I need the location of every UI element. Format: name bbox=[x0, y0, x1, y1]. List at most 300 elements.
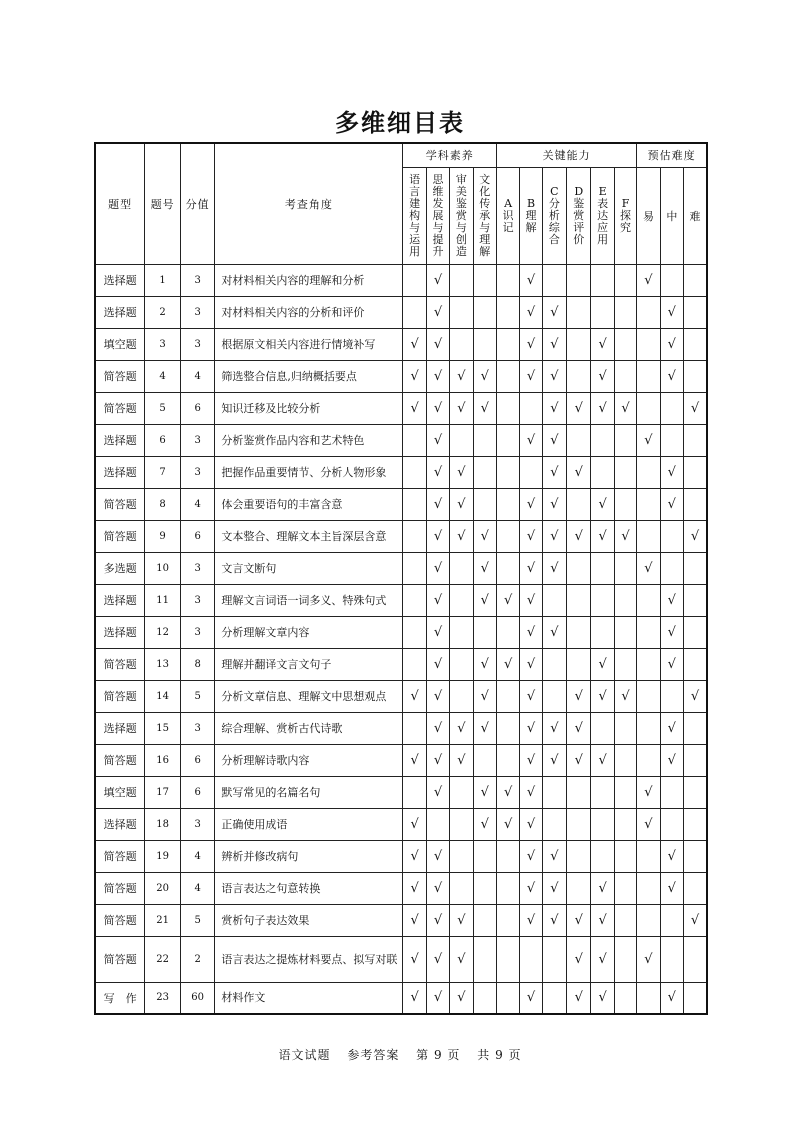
row-mark-cell bbox=[684, 616, 707, 648]
row-mark-cell bbox=[496, 520, 519, 552]
check-mark-icon: √ bbox=[526, 336, 536, 352]
row-mark-cell bbox=[473, 424, 496, 456]
row-mark-cell bbox=[520, 712, 542, 744]
check-mark-icon: √ bbox=[433, 656, 443, 672]
row-mark-cell bbox=[473, 616, 496, 648]
row-mark-cell bbox=[637, 552, 660, 584]
row-mark-cell bbox=[450, 392, 473, 424]
check-mark-icon: √ bbox=[550, 336, 559, 352]
row-mark-cell bbox=[450, 648, 473, 680]
row-angle: 默写常见的名篇名句 bbox=[215, 776, 403, 808]
row-mark-cell bbox=[591, 296, 614, 328]
check-mark-icon: √ bbox=[667, 624, 676, 640]
row-mark-cell bbox=[591, 328, 614, 360]
check-mark-icon: √ bbox=[550, 400, 559, 416]
header-ability-f: F探究 bbox=[614, 167, 636, 264]
check-mark-icon: √ bbox=[526, 990, 536, 1006]
header-ability-b: B理解 bbox=[520, 167, 542, 264]
row-mark-cell bbox=[542, 616, 566, 648]
row-mark-cell bbox=[591, 648, 614, 680]
page-footer bbox=[0, 1046, 800, 1063]
row-qnum: 7 bbox=[145, 456, 181, 488]
check-mark-icon: √ bbox=[526, 816, 536, 832]
check-mark-icon: √ bbox=[667, 304, 676, 320]
table-row bbox=[95, 328, 707, 360]
check-mark-icon: √ bbox=[526, 848, 536, 864]
row-qnum: 11 bbox=[145, 584, 181, 616]
check-mark-icon: √ bbox=[598, 951, 607, 967]
row-angle: 筛选整合信息,归纳概括要点 bbox=[215, 360, 403, 392]
check-mark-icon: √ bbox=[480, 720, 489, 736]
row-mark-cell bbox=[496, 712, 519, 744]
row-angle: 体会重要语句的丰富含意 bbox=[215, 488, 403, 520]
row-mark-cell bbox=[614, 328, 636, 360]
row-mark-cell bbox=[614, 424, 636, 456]
row-angle: 对材料相关内容的理解和分析 bbox=[215, 264, 403, 296]
row-mark-cell bbox=[426, 936, 449, 982]
row-mark-cell bbox=[684, 360, 707, 392]
check-mark-icon: √ bbox=[621, 400, 630, 416]
row-mark-cell bbox=[450, 872, 473, 904]
check-mark-icon: √ bbox=[433, 464, 443, 480]
row-qtype: 简答题 bbox=[95, 936, 145, 982]
row-mark-cell bbox=[542, 328, 566, 360]
row-mark-cell bbox=[591, 744, 614, 776]
check-mark-icon: √ bbox=[433, 528, 443, 544]
row-mark-cell bbox=[426, 744, 449, 776]
footer-total: 共 9 页 bbox=[477, 1048, 522, 1062]
table-row bbox=[95, 808, 707, 840]
row-mark-cell bbox=[450, 552, 473, 584]
row-mark-cell bbox=[520, 648, 542, 680]
row-qtype: 简答题 bbox=[95, 744, 145, 776]
row-mark-cell bbox=[660, 520, 683, 552]
table-row bbox=[95, 392, 707, 424]
row-mark-cell bbox=[567, 776, 591, 808]
row-qnum: 2 bbox=[145, 296, 181, 328]
row-mark-cell bbox=[591, 360, 614, 392]
header-score: 分值 bbox=[180, 143, 215, 264]
row-mark-cell bbox=[660, 712, 683, 744]
check-mark-icon: √ bbox=[690, 912, 700, 928]
row-score: 3 bbox=[180, 264, 215, 296]
row-mark-cell bbox=[637, 520, 660, 552]
check-mark-icon: √ bbox=[667, 752, 676, 768]
footer-subject: 语文试题 bbox=[278, 1048, 331, 1062]
check-mark-icon: √ bbox=[433, 848, 443, 864]
check-mark-icon: √ bbox=[598, 880, 607, 896]
check-mark-icon: √ bbox=[598, 656, 607, 672]
row-angle: 分析理解文章内容 bbox=[215, 616, 403, 648]
row-qtype: 简答题 bbox=[95, 840, 145, 872]
row-qtype: 选择题 bbox=[95, 584, 145, 616]
row-mark-cell bbox=[403, 424, 426, 456]
row-mark-cell bbox=[450, 488, 473, 520]
header-literacy-thinking: 思维发展与提升 bbox=[426, 167, 449, 264]
check-mark-icon: √ bbox=[550, 912, 559, 928]
check-mark-icon: √ bbox=[550, 624, 559, 640]
check-mark-icon: √ bbox=[667, 496, 676, 512]
row-mark-cell bbox=[496, 808, 519, 840]
table-row bbox=[95, 456, 707, 488]
check-mark-icon: √ bbox=[667, 464, 676, 480]
row-mark-cell bbox=[542, 424, 566, 456]
row-mark-cell bbox=[637, 456, 660, 488]
check-mark-icon: √ bbox=[574, 464, 583, 480]
table-row bbox=[95, 776, 707, 808]
row-mark-cell bbox=[542, 808, 566, 840]
row-qtype: 简答题 bbox=[95, 360, 145, 392]
row-mark-cell bbox=[567, 488, 591, 520]
row-mark-cell bbox=[614, 616, 636, 648]
check-mark-icon: √ bbox=[644, 816, 653, 832]
row-mark-cell bbox=[591, 840, 614, 872]
check-mark-icon: √ bbox=[433, 624, 443, 640]
row-mark-cell bbox=[496, 744, 519, 776]
row-mark-cell bbox=[637, 360, 660, 392]
check-mark-icon: √ bbox=[574, 752, 583, 768]
row-mark-cell bbox=[660, 456, 683, 488]
row-mark-cell bbox=[496, 904, 519, 936]
row-mark-cell bbox=[450, 680, 473, 712]
row-mark-cell bbox=[684, 648, 707, 680]
check-mark-icon: √ bbox=[526, 720, 536, 736]
row-mark-cell bbox=[591, 712, 614, 744]
check-mark-icon: √ bbox=[526, 304, 536, 320]
row-mark-cell bbox=[614, 584, 636, 616]
row-mark-cell bbox=[426, 552, 449, 584]
row-mark-cell bbox=[450, 424, 473, 456]
row-mark-cell bbox=[614, 296, 636, 328]
row-qnum: 21 bbox=[145, 904, 181, 936]
row-mark-cell bbox=[496, 392, 519, 424]
check-mark-icon: √ bbox=[410, 688, 419, 704]
row-mark-cell bbox=[426, 296, 449, 328]
row-mark-cell bbox=[637, 936, 660, 982]
row-score: 3 bbox=[180, 616, 215, 648]
row-mark-cell bbox=[473, 328, 496, 360]
row-qtype: 选择题 bbox=[95, 808, 145, 840]
row-mark-cell bbox=[473, 680, 496, 712]
row-mark-cell bbox=[473, 936, 496, 982]
row-mark-cell bbox=[520, 424, 542, 456]
row-mark-cell bbox=[403, 904, 426, 936]
row-mark-cell bbox=[660, 616, 683, 648]
row-mark-cell bbox=[450, 456, 473, 488]
row-qnum: 20 bbox=[145, 872, 181, 904]
check-mark-icon: √ bbox=[550, 560, 559, 576]
row-qtype: 简答题 bbox=[95, 680, 145, 712]
check-mark-icon: √ bbox=[550, 464, 559, 480]
table-row bbox=[95, 648, 707, 680]
row-score: 3 bbox=[180, 328, 215, 360]
header-group-difficulty: 预估难度 bbox=[637, 143, 707, 167]
row-mark-cell bbox=[614, 744, 636, 776]
check-mark-icon: √ bbox=[598, 400, 607, 416]
row-mark-cell bbox=[637, 840, 660, 872]
row-mark-cell bbox=[520, 392, 542, 424]
row-mark-cell bbox=[403, 840, 426, 872]
row-qnum: 1 bbox=[145, 264, 181, 296]
row-mark-cell bbox=[426, 360, 449, 392]
row-score: 4 bbox=[180, 488, 215, 520]
row-mark-cell bbox=[567, 904, 591, 936]
row-mark-cell bbox=[403, 872, 426, 904]
row-mark-cell bbox=[426, 616, 449, 648]
row-mark-cell bbox=[450, 296, 473, 328]
row-mark-cell bbox=[614, 840, 636, 872]
row-angle: 分析理解诗歌内容 bbox=[215, 744, 403, 776]
row-mark-cell bbox=[542, 456, 566, 488]
check-mark-icon: √ bbox=[526, 272, 536, 288]
row-score: 6 bbox=[180, 744, 215, 776]
row-qtype: 简答题 bbox=[95, 872, 145, 904]
row-mark-cell bbox=[637, 328, 660, 360]
row-mark-cell bbox=[567, 328, 591, 360]
row-mark-cell bbox=[542, 520, 566, 552]
row-mark-cell bbox=[591, 264, 614, 296]
row-score: 2 bbox=[180, 936, 215, 982]
row-mark-cell bbox=[520, 264, 542, 296]
row-score: 3 bbox=[180, 584, 215, 616]
row-mark-cell bbox=[450, 616, 473, 648]
row-mark-cell bbox=[591, 392, 614, 424]
row-mark-cell bbox=[473, 904, 496, 936]
row-score: 3 bbox=[180, 712, 215, 744]
row-mark-cell bbox=[426, 872, 449, 904]
page-title: 多维细目表 bbox=[335, 108, 465, 137]
check-mark-icon: √ bbox=[480, 592, 489, 608]
row-mark-cell bbox=[473, 360, 496, 392]
table-row bbox=[95, 936, 707, 982]
row-mark-cell bbox=[403, 744, 426, 776]
check-mark-icon: √ bbox=[644, 272, 653, 288]
row-mark-cell bbox=[542, 936, 566, 982]
row-mark-cell bbox=[591, 680, 614, 712]
row-mark-cell bbox=[637, 680, 660, 712]
header-qtype: 题型 bbox=[95, 143, 145, 264]
row-qtype: 多选题 bbox=[95, 552, 145, 584]
check-mark-icon: √ bbox=[433, 752, 443, 768]
row-score: 3 bbox=[180, 296, 215, 328]
row-mark-cell bbox=[684, 584, 707, 616]
check-mark-icon: √ bbox=[503, 816, 513, 832]
row-mark-cell bbox=[450, 776, 473, 808]
check-mark-icon: √ bbox=[644, 432, 653, 448]
check-mark-icon: √ bbox=[457, 528, 466, 544]
row-score: 4 bbox=[180, 840, 215, 872]
row-mark-cell bbox=[591, 982, 614, 1014]
row-qtype: 选择题 bbox=[95, 616, 145, 648]
check-mark-icon: √ bbox=[690, 688, 700, 704]
check-mark-icon: √ bbox=[480, 528, 489, 544]
check-mark-icon: √ bbox=[433, 784, 443, 800]
row-qnum: 6 bbox=[145, 424, 181, 456]
check-mark-icon: √ bbox=[433, 432, 443, 448]
row-mark-cell bbox=[496, 296, 519, 328]
row-score: 5 bbox=[180, 904, 215, 936]
row-mark-cell bbox=[426, 808, 449, 840]
check-mark-icon: √ bbox=[598, 688, 607, 704]
row-mark-cell bbox=[426, 488, 449, 520]
row-mark-cell bbox=[684, 872, 707, 904]
row-mark-cell bbox=[637, 808, 660, 840]
row-mark-cell bbox=[684, 744, 707, 776]
header-ability-c: C分析综合 bbox=[542, 167, 566, 264]
row-mark-cell bbox=[660, 904, 683, 936]
check-mark-icon: √ bbox=[526, 560, 536, 576]
row-mark-cell bbox=[614, 520, 636, 552]
row-score: 4 bbox=[180, 872, 215, 904]
row-angle: 文本整合、理解文本主旨深层含意 bbox=[215, 520, 403, 552]
row-mark-cell bbox=[542, 872, 566, 904]
row-qnum: 17 bbox=[145, 776, 181, 808]
row-angle: 语言表达之句意转换 bbox=[215, 872, 403, 904]
row-angle: 材料作文 bbox=[215, 982, 403, 1014]
row-mark-cell bbox=[542, 982, 566, 1014]
check-mark-icon: √ bbox=[667, 990, 676, 1006]
check-mark-icon: √ bbox=[598, 336, 607, 352]
check-mark-icon: √ bbox=[598, 990, 607, 1006]
row-qnum: 12 bbox=[145, 616, 181, 648]
row-mark-cell bbox=[473, 456, 496, 488]
check-mark-icon: √ bbox=[433, 400, 443, 416]
row-score: 60 bbox=[180, 982, 215, 1014]
check-mark-icon: √ bbox=[526, 912, 536, 928]
row-mark-cell bbox=[591, 520, 614, 552]
row-mark-cell bbox=[520, 488, 542, 520]
row-qnum: 19 bbox=[145, 840, 181, 872]
row-mark-cell bbox=[473, 776, 496, 808]
row-qnum: 5 bbox=[145, 392, 181, 424]
row-qtype: 简答题 bbox=[95, 392, 145, 424]
row-mark-cell bbox=[496, 616, 519, 648]
check-mark-icon: √ bbox=[433, 880, 443, 896]
row-qnum: 18 bbox=[145, 808, 181, 840]
row-qtype: 选择题 bbox=[95, 424, 145, 456]
check-mark-icon: √ bbox=[433, 951, 443, 967]
row-mark-cell bbox=[403, 392, 426, 424]
row-mark-cell bbox=[660, 808, 683, 840]
row-mark-cell bbox=[542, 776, 566, 808]
check-mark-icon: √ bbox=[433, 592, 443, 608]
check-mark-icon: √ bbox=[621, 528, 630, 544]
check-mark-icon: √ bbox=[598, 496, 607, 512]
row-qtype: 简答题 bbox=[95, 904, 145, 936]
check-mark-icon: √ bbox=[690, 528, 700, 544]
row-mark-cell bbox=[660, 552, 683, 584]
check-mark-icon: √ bbox=[526, 624, 536, 640]
check-mark-icon: √ bbox=[550, 304, 559, 320]
row-qnum: 15 bbox=[145, 712, 181, 744]
table-row bbox=[95, 424, 707, 456]
check-mark-icon: √ bbox=[667, 720, 676, 736]
header-group-literacy: 学科素养 bbox=[403, 143, 497, 167]
header-difficulty-hard: 难 bbox=[684, 167, 707, 264]
row-mark-cell bbox=[496, 584, 519, 616]
row-mark-cell bbox=[473, 744, 496, 776]
row-qnum: 10 bbox=[145, 552, 181, 584]
row-score: 6 bbox=[180, 392, 215, 424]
spec-table-body bbox=[95, 264, 707, 1014]
check-mark-icon: √ bbox=[550, 528, 559, 544]
row-mark-cell bbox=[614, 456, 636, 488]
row-mark-cell bbox=[660, 776, 683, 808]
row-mark-cell bbox=[637, 872, 660, 904]
table-row bbox=[95, 982, 707, 1014]
check-mark-icon: √ bbox=[410, 336, 419, 352]
row-mark-cell bbox=[426, 680, 449, 712]
check-mark-icon: √ bbox=[503, 592, 513, 608]
check-mark-icon: √ bbox=[574, 528, 583, 544]
row-mark-cell bbox=[567, 840, 591, 872]
check-mark-icon: √ bbox=[667, 336, 676, 352]
check-mark-icon: √ bbox=[667, 368, 676, 384]
check-mark-icon: √ bbox=[550, 496, 559, 512]
row-angle: 理解并翻译文言文句子 bbox=[215, 648, 403, 680]
check-mark-icon: √ bbox=[410, 400, 419, 416]
row-mark-cell bbox=[403, 328, 426, 360]
check-mark-icon: √ bbox=[690, 400, 700, 416]
row-angle: 赏析句子表达效果 bbox=[215, 904, 403, 936]
check-mark-icon: √ bbox=[457, 951, 466, 967]
row-qnum: 23 bbox=[145, 982, 181, 1014]
row-angle: 语言表达之提炼材料要点、拟写对联 bbox=[215, 936, 403, 982]
row-mark-cell bbox=[473, 552, 496, 584]
row-mark-cell bbox=[496, 936, 519, 982]
check-mark-icon: √ bbox=[457, 752, 466, 768]
table-row bbox=[95, 584, 707, 616]
header-difficulty-easy: 易 bbox=[637, 167, 660, 264]
row-mark-cell bbox=[660, 488, 683, 520]
check-mark-icon: √ bbox=[550, 880, 559, 896]
row-mark-cell bbox=[591, 552, 614, 584]
check-mark-icon: √ bbox=[503, 784, 513, 800]
row-mark-cell bbox=[426, 264, 449, 296]
row-mark-cell bbox=[473, 520, 496, 552]
check-mark-icon: √ bbox=[433, 688, 443, 704]
row-mark-cell bbox=[567, 712, 591, 744]
row-mark-cell bbox=[567, 872, 591, 904]
check-mark-icon: √ bbox=[526, 528, 536, 544]
row-mark-cell bbox=[567, 360, 591, 392]
row-mark-cell bbox=[684, 264, 707, 296]
table-row bbox=[95, 744, 707, 776]
row-qtype: 简答题 bbox=[95, 488, 145, 520]
check-mark-icon: √ bbox=[550, 368, 559, 384]
row-mark-cell bbox=[660, 328, 683, 360]
row-mark-cell bbox=[614, 776, 636, 808]
row-mark-cell bbox=[567, 296, 591, 328]
row-mark-cell bbox=[542, 360, 566, 392]
row-mark-cell bbox=[403, 776, 426, 808]
row-mark-cell bbox=[426, 520, 449, 552]
row-mark-cell bbox=[684, 424, 707, 456]
row-qnum: 22 bbox=[145, 936, 181, 982]
row-mark-cell bbox=[496, 776, 519, 808]
check-mark-icon: √ bbox=[574, 912, 583, 928]
row-mark-cell bbox=[473, 712, 496, 744]
row-mark-cell bbox=[660, 840, 683, 872]
check-mark-icon: √ bbox=[433, 368, 443, 384]
row-mark-cell bbox=[520, 680, 542, 712]
row-mark-cell bbox=[542, 488, 566, 520]
row-mark-cell bbox=[426, 328, 449, 360]
row-mark-cell bbox=[684, 982, 707, 1014]
row-qnum: 8 bbox=[145, 488, 181, 520]
row-score: 8 bbox=[180, 648, 215, 680]
check-mark-icon: √ bbox=[526, 688, 536, 704]
